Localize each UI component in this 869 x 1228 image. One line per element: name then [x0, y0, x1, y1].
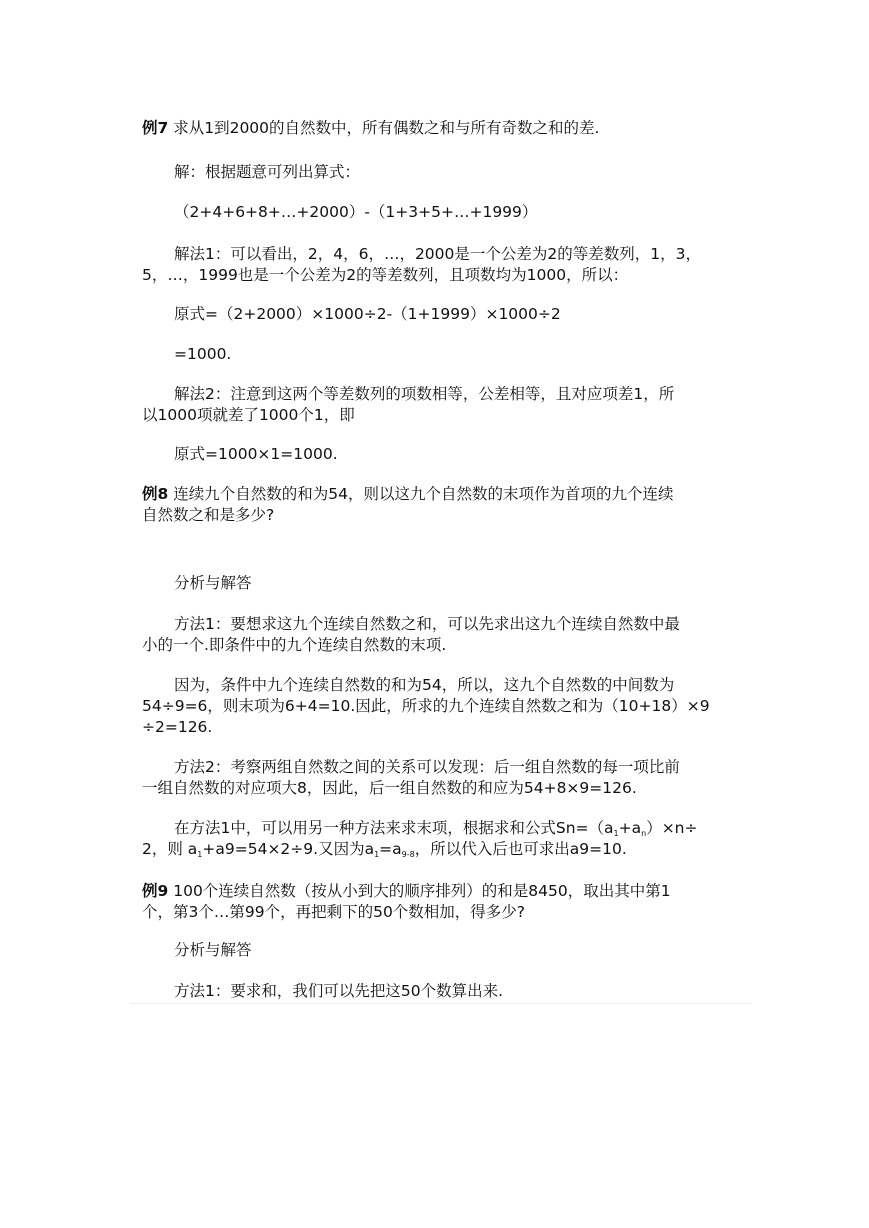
ex9-question-line1 — [142, 881, 752, 902]
ex7-result1: =1000. — [174, 345, 232, 363]
ex8-because-line3: ÷2=126. — [142, 718, 213, 736]
ex8-analysis-heading: 分析与解答 — [174, 574, 252, 592]
content-bottom-edge — [130, 1003, 752, 1004]
ex9-question-text: 100个连续自然数（按从小到大的顺序排列）的和是8450，取出其中第1 — [168, 882, 671, 900]
text-block — [130, 118, 752, 1004]
ex8-method2-line1: 方法2：考察两组自然数之间的关系可以发现：后一组自然数的每一项比前 — [174, 758, 680, 776]
ex8-alt-line1: 在方法1中，可以用另一种方法来求末项，根据求和公式$Sn=(a_1+a_n)\times n\div$ — [174, 819, 698, 838]
ex7-label: 例7 — [142, 119, 169, 137]
ex8-method1-line1: 方法1：要想求这九个连续自然数之和，可以先求出这九个连续自然数中最 — [174, 615, 680, 633]
ex7-calc1: 原式=（2+2000）×1000÷2-（1+1999）×1000÷2 — [174, 305, 561, 323]
ex7-intro: 解：根据题意可列出算式： — [174, 163, 361, 181]
ex8-method2-line2: 一组自然数的对应项大8，因此，后一组自然数的和应为54+8×9=126. — [142, 779, 637, 797]
ex8-because-line1: 因为，条件中九个连续自然数的和为54，所以，这九个自然数的中间数为 — [174, 676, 675, 694]
ex7-method1-line2: 5，…，1999也是一个公差为2的等差数列，且项数均为1000，所以： — [142, 266, 629, 284]
ex8-alt-line2: 2，则 $a_1+a9=54\times 2\div 9$.又因为$a_1=a_{9-8}$，所以代入后也可求出a9=10. — [142, 840, 627, 859]
ex9-method1: 方法1：要求和，我们可以先把这50个数算出来. — [174, 982, 504, 1000]
ex9-question-line2: 个，第3个…第99个，再把剩下的50个数相加，得多少? — [142, 903, 526, 921]
ex7-method1-line1: 解法1：可以看出，2，4，6，…，2000是一个公差为2的等差数列，1，3， — [174, 245, 701, 263]
ex7-formula: （2+4+6+8+…+2000）-（1+3+5+…+1999） — [174, 203, 538, 221]
ex7-method2-line1: 解法2：注意到这两个等差数列的项数相等，公差相等，且对应项差1，所 — [174, 385, 675, 403]
ex8-question-line2: 自然数之和是多少? — [142, 506, 275, 524]
ex7-calc2: 原式=1000×1=1000. — [174, 445, 338, 463]
ex7-question — [142, 118, 752, 139]
ex8-label: 例8 — [142, 485, 169, 503]
ex9-label: 例9 — [142, 882, 169, 900]
ex8-question-text: 连续九个自然数的和为54，则以这九个自然数的末项作为首项的九个连续 — [168, 485, 674, 503]
ex7-method2-line2: 以1000项就差了1000个1，即 — [142, 406, 355, 424]
ex8-question-line1 — [142, 484, 752, 505]
ex9-analysis-heading: 分析与解答 — [174, 941, 252, 959]
ex8-because-line2: 54÷9=6，则末项为6+4=10.因此，所求的九个连续自然数之和为（10+18）×9 — [142, 697, 710, 715]
ex7-question-text: 求从1到2000的自然数中，所有偶数之和与所有奇数之和的差. — [168, 119, 600, 137]
ex8-method1-line2: 小的一个.即条件中的九个连续自然数的末项. — [142, 636, 447, 654]
